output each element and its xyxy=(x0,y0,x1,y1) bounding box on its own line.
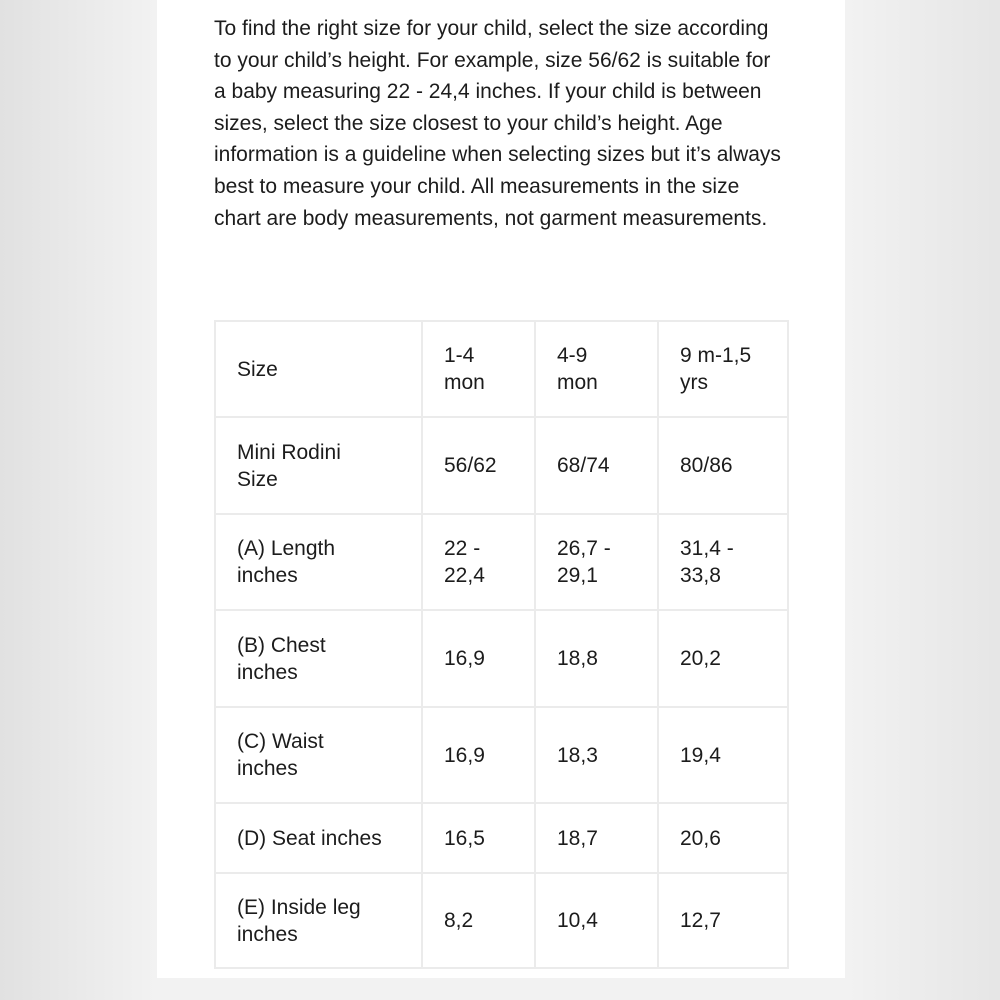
waist-row xyxy=(215,707,788,803)
intro-line: a baby measuring 22 - 24,4 inches. If your child is between xyxy=(214,80,762,104)
mini-rodini-size-row xyxy=(215,417,788,514)
inside-leg-row xyxy=(215,873,788,968)
size-header-label: Size xyxy=(215,321,422,417)
intro-line: best to measure your child. All measurements in the size xyxy=(214,174,740,198)
row-label: (E) Inside leg inches xyxy=(215,873,422,968)
length-row xyxy=(215,514,788,610)
age-column-header: 4-9 mon xyxy=(535,321,658,417)
seat-row xyxy=(215,803,788,873)
measurement-value: 12,7 xyxy=(658,873,788,968)
measurement-value: 22 - 22,4 xyxy=(422,514,535,610)
measurement-value: 26,7 - 29,1 xyxy=(535,514,658,610)
measurement-value: 16,9 xyxy=(422,610,535,707)
intro-line: To find the right size for your child, select the size according xyxy=(214,17,769,40)
measurement-value: 16,9 xyxy=(422,707,535,803)
row-label: (C) Waist inches xyxy=(215,707,422,803)
intro-line: to your child’s height. For example, size 56/62 is suitable for xyxy=(214,48,771,72)
measurement-value: 80/86 xyxy=(658,417,788,514)
measurement-value: 31,4 - 33,8 xyxy=(658,514,788,610)
measurement-value: 68/74 xyxy=(535,417,658,514)
size-guide-intro xyxy=(214,13,824,234)
row-label: Mini Rodini Size xyxy=(215,417,422,514)
measurement-value: 56/62 xyxy=(422,417,535,514)
intro-line: information is a guideline when selecting sizes but it’s always xyxy=(214,143,781,167)
row-label: (D) Seat inches xyxy=(215,803,422,873)
intro-line: chart are body measurements, not garment measurements. xyxy=(214,206,768,230)
age-column-header: 9 m-1,5 yrs xyxy=(658,321,788,417)
row-label: (A) Length inches xyxy=(215,514,422,610)
measurement-value: 16,5 xyxy=(422,803,535,873)
size-chart-table xyxy=(214,320,789,969)
intro-line: sizes, select the size closest to your child’s height. Age xyxy=(214,111,723,135)
measurement-value: 10,4 xyxy=(535,873,658,968)
measurement-value: 19,4 xyxy=(658,707,788,803)
measurement-value: 18,3 xyxy=(535,707,658,803)
measurement-value: 18,8 xyxy=(535,610,658,707)
measurement-value: 8,2 xyxy=(422,873,535,968)
row-label: (B) Chest inches xyxy=(215,610,422,707)
measurement-value: 20,6 xyxy=(658,803,788,873)
measurement-value: 20,2 xyxy=(658,610,788,707)
measurement-value: 18,7 xyxy=(535,803,658,873)
chest-row xyxy=(215,610,788,707)
age-column-header: 1-4 mon xyxy=(422,321,535,417)
size-header-row xyxy=(215,321,788,417)
